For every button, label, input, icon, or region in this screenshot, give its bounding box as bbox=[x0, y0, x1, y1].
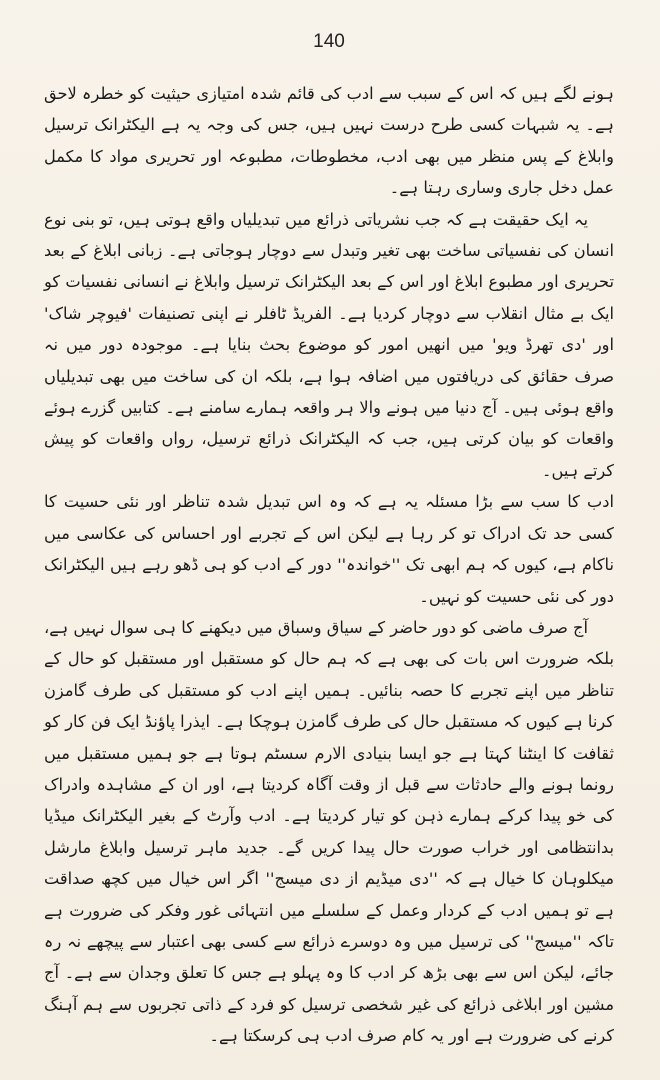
paragraph-3: ادب کا سب سے بڑا مسئلہ یہ ہے کہ وہ اس تبدیل شدہ تناظر اور نئی حسیت کا کسی حد تک ادراک تو کر رہا ہے لیکن اس کے تجربے اور احساس کی عکاسی میں ناکام ہے، کیوں کہ ہم ابھی تک ''خواندہ'' دور کے ادب کو ہی ڈھو رہے ہیں الیکٹرانک دور کی نئی حسیت کو نہیں۔ bbox=[44, 492, 614, 606]
page-body bbox=[44, 78, 614, 1052]
paragraph-2: یہ ایک حقیقت ہے کہ جب نشریاتی ذرائع میں تبدیلیاں واقع ہوتی ہیں، تو بنی نوع انسان کی نفسیاتی ساخت بھی تغیر وتبدل سے دوچار ہوجاتی ہے۔ زبانی ابلاغ کے بعد تحریری اور مطبوع ابلاغ اور اس کے بعد الیکٹرانک ترسیل وابلاغ نے انسانی نفسیات کو ایک بے مثال انقلاب سے دوچار کردیا ہے۔ الفریڈ ٹافلر نے اپنی تصنیفات 'فیوچر شاک' اور 'دی تھرڈ ویو' میں انھیں امور کو موضوع بحث بنایا ہے۔ موجودہ دور میں نہ صرف حقائق کی دریافتوں میں اضافہ ہوا ہے، بلکہ ان کی ساخت میں بھی تبدیلیاں واقع ہوئی ہیں۔ آج دنیا میں ہونے والا ہر واقعہ ہمارے سامنے ہے۔ کتابیں گزرے ہوئے واقعات کو بیان کرتی ہیں، جب کہ الیکٹرانک ذرائع ترسیل، رواں واقعات کو پیش کرتے ہیں۔ bbox=[44, 209, 614, 480]
paragraph-1: ہونے لگے ہیں کہ اس کے سبب سے ادب کی قائم شدہ امتیازی حیثیت کو خطرہ لاحق ہے۔ یہ شبہات کسی طرح درست نہیں ہیں، جس کی وجہ یہ ہے الیکٹرانک ترسیل وابلاغ کے پس منظر میں بھی ادب، مخطوطات، مطبوعہ اور تحریری مواد کا مکمل عمل دخل جاری وساری رہتا ہے۔ bbox=[44, 84, 614, 198]
page-number: 140 bbox=[313, 31, 345, 52]
paragraph-4: آج صرف ماضی کو دور حاضر کے سیاق وسباق میں دیکھنے کا ہی سوال نہیں ہے، بلکہ ضرورت اس بات کی بھی ہے کہ ہم حال کو مستقبل اور مستقبل کو حال کے تناظر میں اپنے تجربے کا حصہ بنائیں۔ ہمیں اپنے ادب کو مستقبل کی طرف گامزن کرنا ہے کیوں کہ مستقبل حال کی طرف گامزن ہوچکا ہے۔ ایذرا پاؤنڈ ایک فن کار کو ثقافت کا اینٹنا کہتا ہے جو ایسا بنیادی الارم سسٹم ہوتا ہے جو ہمیں مستقبل میں رونما ہونے والے حادثات سے قبل از وقت آگاہ کردیتا ہے، اور ان کے مشاہدہ وادراک کی خو پیدا کرکے ہمارے ذہن کو تیار کردیتا ہے۔ ادب وآرٹ کے بغیر الیکٹرانک میڈیا بدانتظامی اور خراب صورت حال پیدا کریں گے۔ جدید ماہر ترسیل وابلاغ مارشل میکلوہان کا خیال ہے کہ ''دی میڈیم از دی میسج'' اگر اس خیال میں کچھ صداقت ہے تو ہمیں ادب کے کردار وعمل کے سلسلے میں انتہائی غور وفکر کی ضرورت ہے تاکہ ''میسج'' کی ترسیل میں وہ دوسرے ذرائع سے کسی بھی اعتبار سے پیچھے نہ رہ جائے، لیکن اس سے بھی بڑھ کر ادب کا وہ پہلو ہے جس کا تعلق وجدان سے ہے۔ آج مشین اور ابلاغی ذرائع کی غیر شخصی ترسیل کو فرد کے ذاتی تجربوں سے ہم آہنگ کرنے کی ضرورت ہے اور یہ کام صرف ادب ہی کرسکتا ہے۔ bbox=[44, 617, 614, 1046]
